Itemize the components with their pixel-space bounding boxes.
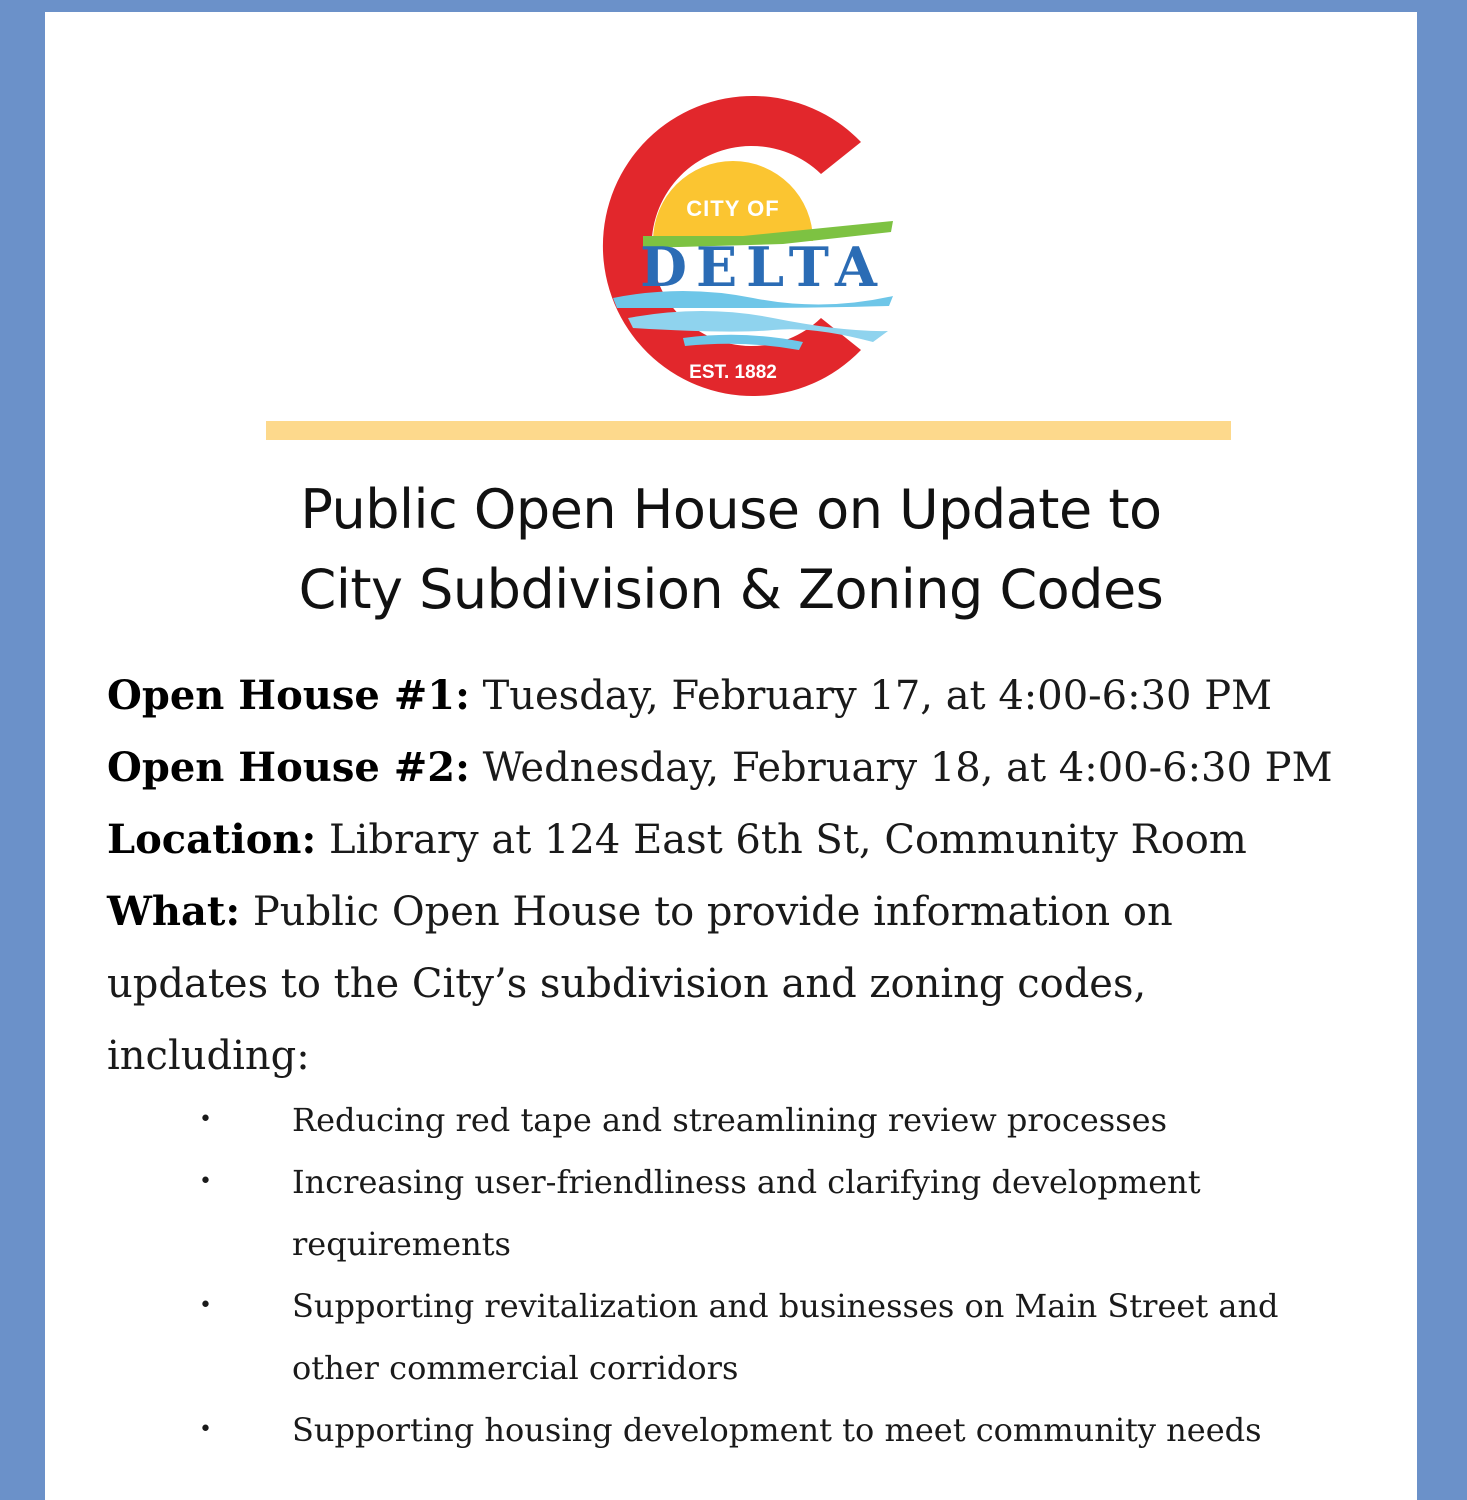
event-details <box>107 660 1397 1092</box>
what-label: What: <box>107 888 241 935</box>
open-house-2-line <box>107 732 1397 804</box>
open-house-1-label: Open House #1: <box>107 672 470 719</box>
divider-bar <box>266 421 1231 440</box>
bullet-icon: • <box>199 1293 212 1318</box>
what-text-1: Public Open House to provide information on <box>252 889 1173 935</box>
what-line-3 <box>107 1020 1397 1092</box>
title-line-1: Public Open House on Update to <box>300 478 1162 541</box>
location-value: Library at 124 East 6th St, Community Room <box>329 817 1247 863</box>
bullet-icon: • <box>199 1169 212 1194</box>
logo-city-of-text: CITY OF <box>686 196 780 221</box>
list-item-text: Supporting housing development to meet community needs <box>292 1411 1262 1449</box>
open-house-2-label: Open House #2: <box>107 744 470 791</box>
location-label: Location: <box>107 816 317 863</box>
open-house-1-value: Tuesday, February 17, at 4:00-6:30 PM <box>482 673 1273 719</box>
title-line-2: City Subdivision & Zoning Codes <box>298 558 1164 621</box>
flyer-frame <box>45 12 1417 1500</box>
what-line-1 <box>107 876 1397 948</box>
what-line-2 <box>107 948 1397 1020</box>
list-item-text-cont: other commercial corridors <box>292 1349 739 1387</box>
logo-delta-text: DELTA <box>640 235 886 299</box>
what-text-3: including: <box>107 1033 310 1079</box>
list-item-text-cont: requirements <box>292 1225 511 1263</box>
list-item-text: Reducing red tape and streamlining review processes <box>292 1101 1167 1139</box>
location-line <box>107 804 1397 876</box>
city-of-delta-logo <box>573 86 893 406</box>
list-item <box>107 1275 1397 1399</box>
open-house-2-value: Wednesday, February 18, at 4:00-6:30 PM <box>482 745 1333 791</box>
list-item-text: Increasing user-friendliness and clarifying development <box>292 1163 1201 1201</box>
bullet-icon: • <box>199 1417 212 1442</box>
open-house-1-line <box>107 660 1397 732</box>
bullet-icon: • <box>199 1107 212 1132</box>
list-item-text: Supporting revitalization and businesses on Main Street and <box>292 1287 1279 1325</box>
what-text-2: updates to the City’s subdivision and zoning codes, <box>107 961 1147 1007</box>
list-item <box>107 1151 1397 1275</box>
page-title <box>45 470 1417 630</box>
topics-list <box>107 1089 1397 1461</box>
list-item <box>107 1399 1397 1461</box>
list-item <box>107 1089 1397 1151</box>
logo-est-text: EST. 1882 <box>689 362 777 383</box>
